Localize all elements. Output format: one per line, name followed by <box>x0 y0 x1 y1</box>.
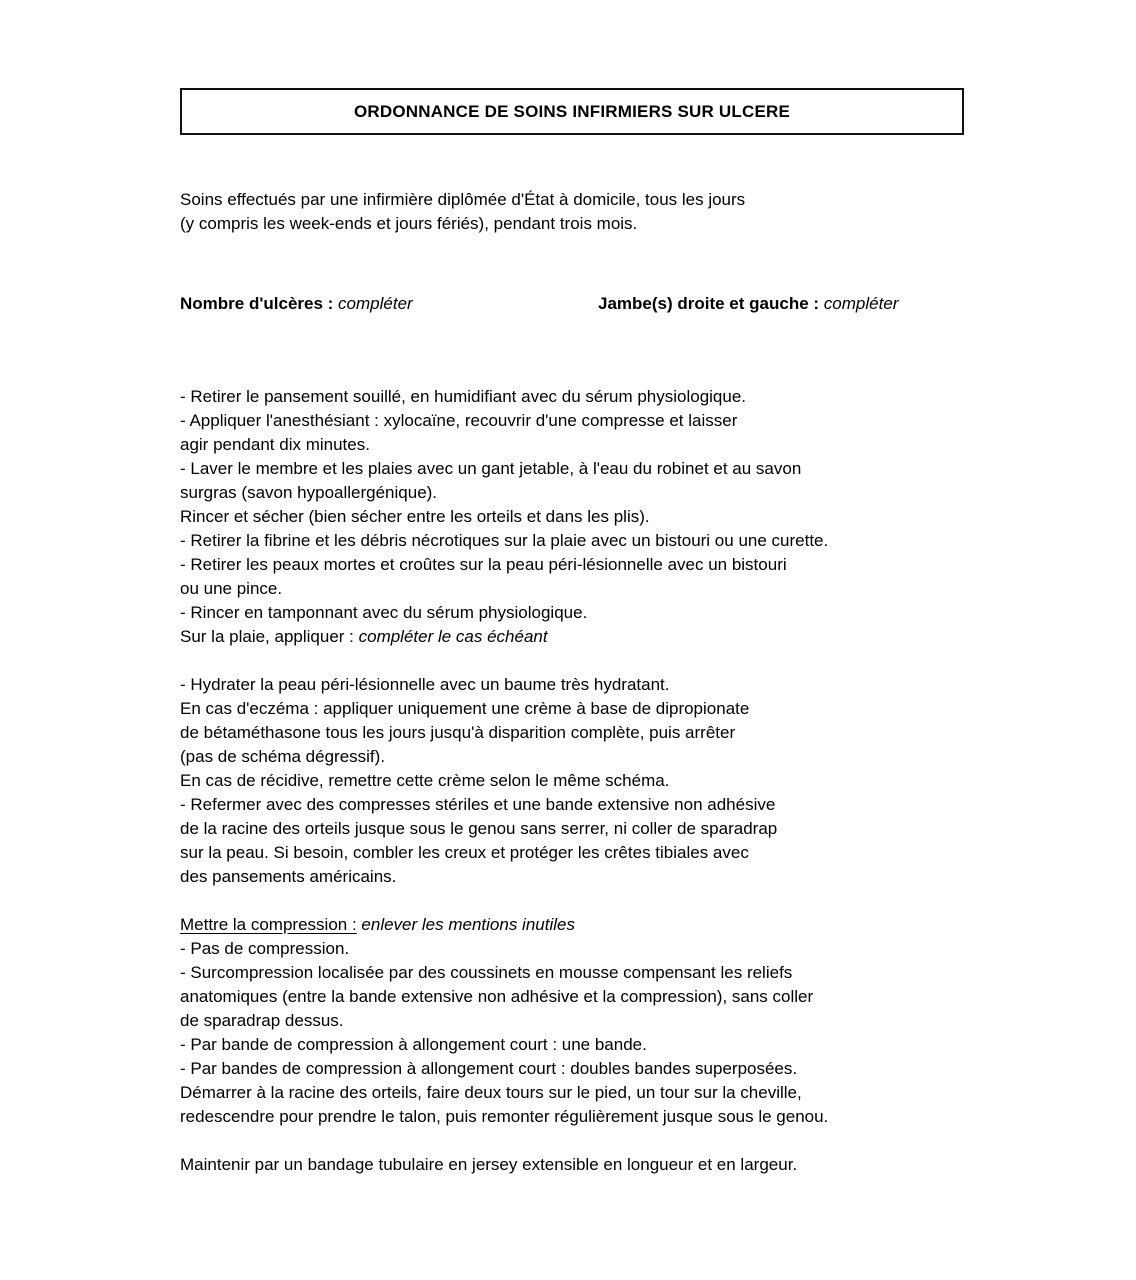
intro-paragraph <box>180 188 964 236</box>
compression-options-paragraph <box>180 937 964 1129</box>
fields-row <box>180 292 964 316</box>
text-line: de sparadrap dessus. <box>180 1011 344 1030</box>
text-line: - Retirer les peaux mortes et croûtes sur la peau péri-lésionnelle avec un bistouri <box>180 555 787 574</box>
text-line: anatomiques (entre la bande extensive non adhésive et la compression), sans coller <box>180 987 814 1006</box>
text-line: de la racine des orteils jusque sous le genou sans serrer, ni coller de sparadrap <box>180 819 778 838</box>
leg-placeholder: compléter <box>823 294 899 313</box>
text-line: ou une pince. <box>180 579 283 598</box>
apply-on-wound-prefix: Sur la plaie, appliquer : <box>180 627 359 646</box>
text-line: En cas d'eczéma : appliquer uniquement une crème à base de dipropionate <box>180 699 750 718</box>
field-leg <box>598 292 898 316</box>
document-title: ORDONNANCE DE SOINS INFIRMIERS SUR ULCERE <box>353 101 791 121</box>
apply-on-wound-line <box>180 625 964 649</box>
skin-care-paragraph <box>180 673 964 889</box>
final-instruction-line: Maintenir par un bandage tubulaire en jersey extensible en longueur et en largeur. <box>180 1155 798 1174</box>
text-line: - Refermer avec des compresses stériles et une bande extensive non adhésive <box>180 795 776 814</box>
text-line: (y compris les week-ends et jours fériés), pendant trois mois. <box>180 214 638 233</box>
text-line: des pansements américains. <box>180 867 397 886</box>
care-steps-paragraph <box>180 385 964 625</box>
text-line: - Hydrater la peau péri-lésionnelle avec un baume très hydratant. <box>180 675 670 694</box>
text-line: - Retirer la fibrine et les débris nécrotiques sur la plaie avec un bistouri ou une curette. <box>180 531 829 550</box>
compression-heading <box>180 913 964 937</box>
text-line: - Par bandes de compression à allongement court : doubles bandes superposées. <box>180 1059 798 1078</box>
text-line: - Retirer le pansement souillé, en humidifiant avec du sérum physiologique. <box>180 387 747 406</box>
text-line: - Appliquer l'anesthésiant : xylocaïne, recouvrir d'une compresse et laisser <box>180 411 738 430</box>
text-line: Soins effectués par une infirmière diplômée d'État à domicile, tous les jours <box>180 190 746 209</box>
text-line: redescendre pour prendre le talon, puis remonter régulièrement jusque sous le genou. <box>180 1107 829 1126</box>
ulcer-count-placeholder: compléter <box>338 294 413 313</box>
text-line: sur la peau. Si besoin, combler les creux et protéger les crêtes tibiales avec <box>180 843 749 862</box>
text-line: Démarrer à la racine des orteils, faire deux tours sur le pied, un tour sur la cheville, <box>180 1083 802 1102</box>
text-line: - Pas de compression. <box>180 939 350 958</box>
field-ulcer-count <box>180 292 598 316</box>
text-line: En cas de récidive, remettre cette crème selon le même schéma. <box>180 771 670 790</box>
text-line: - Laver le membre et les plaies avec un gant jetable, à l'eau du robinet et au savon <box>180 459 802 478</box>
text-line: - Surcompression localisée par des coussinets en mousse compensant les reliefs <box>180 963 793 982</box>
title-box <box>180 88 964 135</box>
compression-heading-note: enlever les mentions inutiles <box>356 915 575 934</box>
text-line: - Rincer en tamponnant avec du sérum physiologique. <box>180 603 588 622</box>
text-line: (pas de schéma dégressif). <box>180 747 386 766</box>
text-line: agir pendant dix minutes. <box>180 435 370 454</box>
leg-label: Jambe(s) droite et gauche : <box>598 294 820 313</box>
compression-heading-label: Mettre la compression : <box>180 915 357 934</box>
text-line: - Par bande de compression à allongement court : une bande. <box>180 1035 647 1054</box>
text-line: de bétaméthasone tous les jours jusqu'à disparition complète, puis arrêter <box>180 723 736 742</box>
text-line: Rincer et sécher (bien sécher entre les orteils et dans les plis). <box>180 507 650 526</box>
text-line: surgras (savon hypoallergénique). <box>180 483 438 502</box>
apply-on-wound-placeholder: compléter le cas échéant <box>358 627 548 646</box>
ulcer-count-label: Nombre d'ulcères : <box>180 294 334 313</box>
